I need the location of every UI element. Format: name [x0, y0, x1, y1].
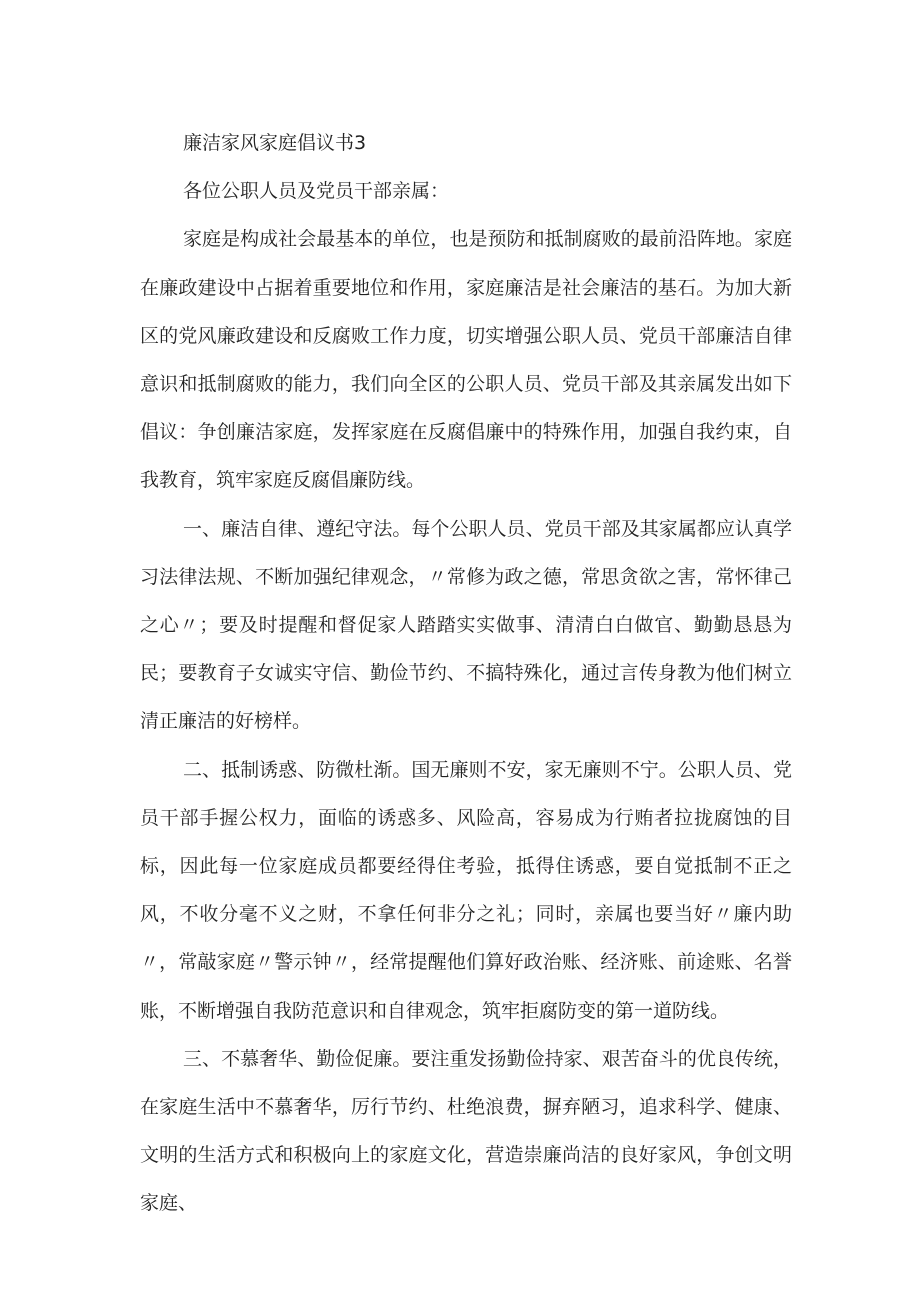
paragraph-section-2: 二、抵制诱惑、防微杜渐。国无廉则不安，家无廉则不宁。公职人员、党员干部手握公权力，面临的诱惑多、风险高，容易成为行贿者拉拢腐蚀的目标，因此每一位家庭成员都要经得住考验，抵得住诱惑，要自觉抵制不正之风，不收分毫不义之财，不拿任何非分之礼；同时，亲属也要当好〃廉内助〃，常敲家庭〃警示钟〃，经常提醒他们算好政治账、经济账、前途账、名誉账，不断增强自我防范意识和自律观念，筑牢拒腐防变的第一道防线。: [140, 758, 792, 1022]
document-page: [140, 119, 792, 1228]
paragraph-section-3: 三、不慕奢华、勤俭促廉。要注重发扬勤俭持家、艰苦奋斗的优良传统，在家庭生活中不慕奢华，厉行节约、杜绝浪费，摒弃陋习，追求科学、健康、文明的生活方式和积极向上的家庭文化，营造崇廉尚洁的良好家风，争创文明家庭、: [140, 1047, 792, 1215]
paragraph-section-1: 一、廉洁自律、遵纪守法。每个公职人员、党员干部及其家属都应认真学习法律法规、不断加强纪律观念，〃常修为政之德，常思贪欲之害，常怀律己之心〃；要及时提醒和督促家人踏踏实实做事、清清白白做官、勤勤恳恳为民；要教育子女诚实守信、勤俭节约、不搞特殊化，通过言传身教为他们树立清正廉洁的好榜样。: [140, 517, 792, 733]
paragraph-intro: 家庭是构成社会最基本的单位，也是预防和抵制腐败的最前沿阵地。家庭在廉政建设中占据着重要地位和作用，家庭廉洁是社会廉洁的基石。为加大新区的党风廉政建设和反腐败工作力度，切实增强公职人员、党员干部廉洁自律意识和抵制腐败的能力，我们向全区的公职人员、党员干部及其亲属发出如下倡议：争创廉洁家庭，发挥家庭在反腐倡廉中的特殊作用，加强自我约束，自我教育，筑牢家庭反腐倡廉防线。: [140, 228, 792, 492]
document-title: 廉洁家风家庭倡议书3: [183, 132, 367, 154]
salutation: 各位公职人员及党员干部亲属：: [183, 180, 450, 203]
